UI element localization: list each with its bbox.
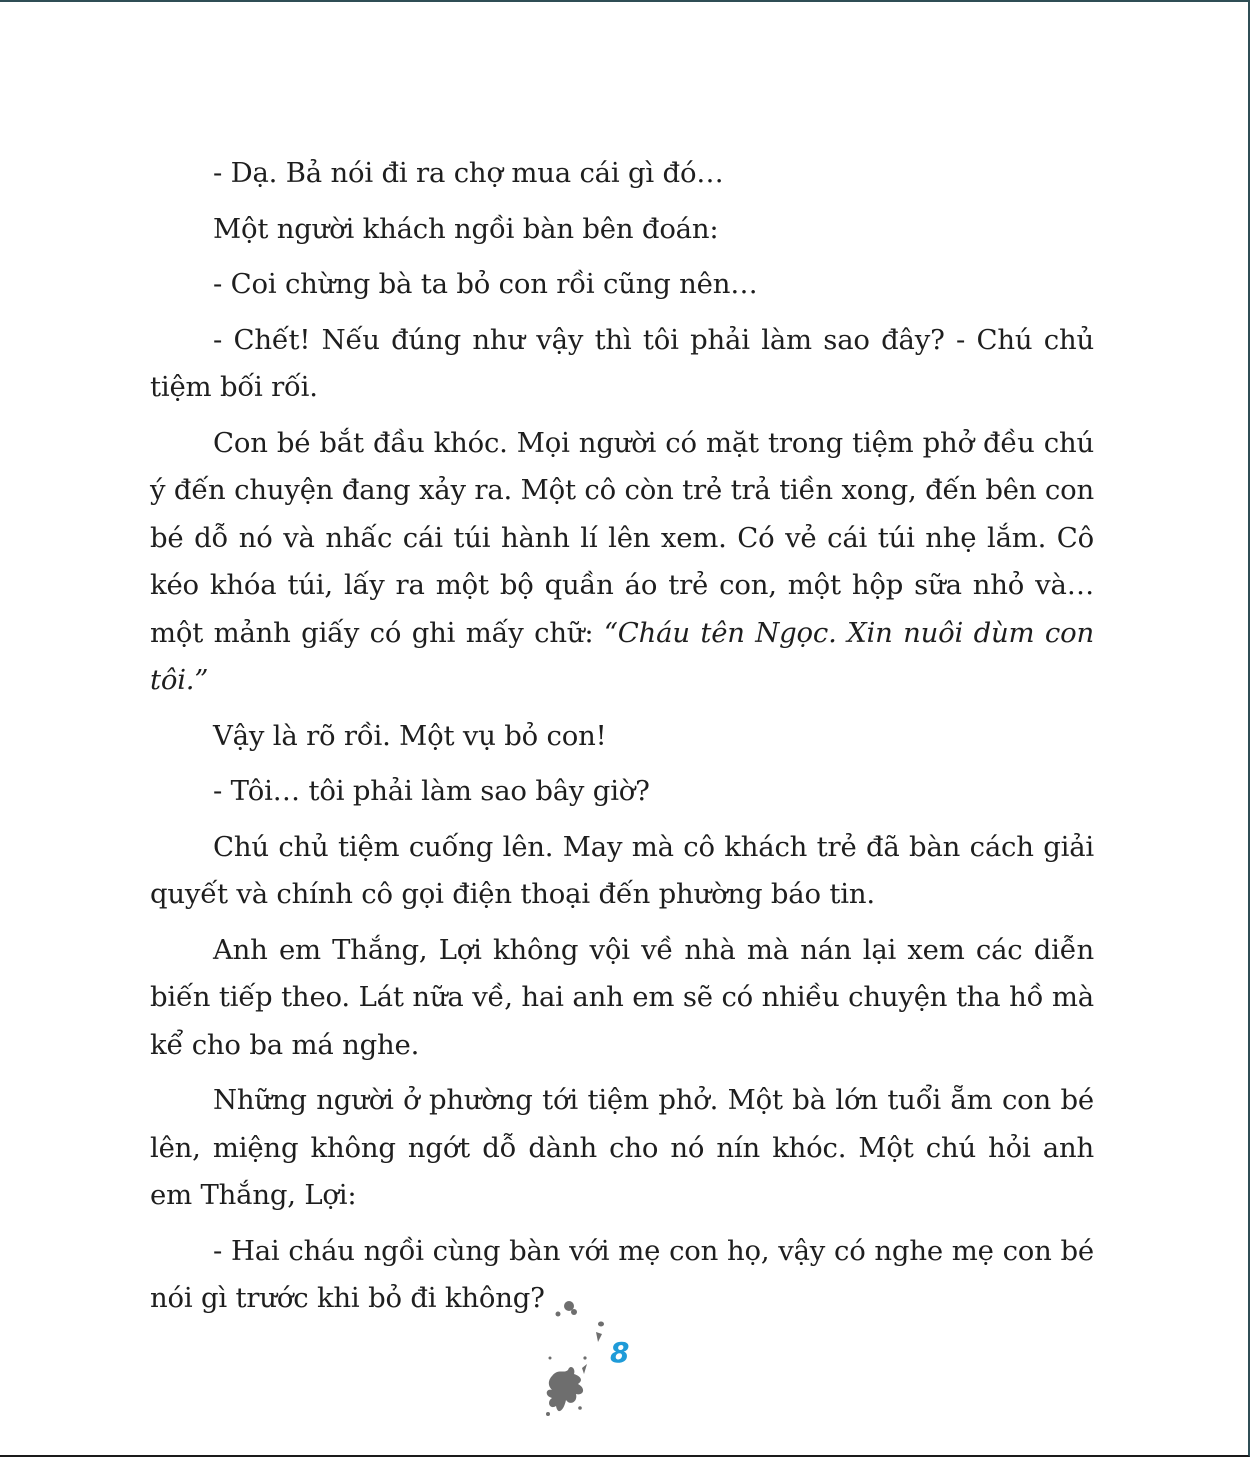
paragraph: Những người ở phường tới tiệm phở. Một bà lớn tuổi ẵm con bé lên, miệng không ngớt dỗ dành cho nó nín khóc. Một chú hỏi anh em Thắng, Lợi: bbox=[150, 1084, 1094, 1211]
paragraph: - Tôi… tôi phải làm sao bây giờ? bbox=[213, 775, 650, 807]
paragraph-text: Con bé bắt đầu khóc. Mọi người có mặt trong tiệm phở đều chú ý đến chuyện đang xảy ra. Một cô còn trẻ trả tiền xong, đến bên con bé dỗ nó và nhấc cái túi hành lí lên xem. Có vẻ cái túi nhẹ lắm. Cô kéo khóa túi, lấy ra một bộ quần áo trẻ con, một hộp sữa nhỏ và… một mảnh giấy có ghi mấy chữ: bbox=[150, 426, 1094, 649]
page-number: 8 bbox=[610, 1336, 630, 1369]
paragraph: Một người khách ngồi bàn bên đoán: bbox=[213, 212, 719, 245]
note-quote: “Cháu tên Ngọc. Xin nuôi dùm con tôi.” bbox=[150, 616, 1094, 696]
paragraph: Anh em Thắng, Lợi không vội về nhà mà nán lại xem các diễn biến tiếp theo. Lát nữa về, hai anh em sẽ có nhiều chuyện tha hồ mà kể cho ba má nghe. bbox=[150, 933, 1094, 1061]
paragraph: - Chết! Nếu đúng như vậy thì tôi phải làm sao đây? - Chú chủ tiệm bối rối. bbox=[150, 323, 1094, 403]
paragraph: Chú chủ tiệm cuống lên. May mà cô khách trẻ đã bàn cách giải quyết và chính cô gọi điện thoại đến phường báo tin. bbox=[150, 830, 1094, 910]
page-footer bbox=[540, 1298, 640, 1423]
paragraph bbox=[150, 420, 1094, 705]
paragraph: Vậy là rõ rồi. Một vụ bỏ con! bbox=[213, 719, 607, 752]
paragraph: - Coi chừng bà ta bỏ con rồi cũng nên… bbox=[213, 268, 758, 300]
paragraph: - Hai cháu ngồi cùng bàn với mẹ con họ, vậy có nghe mẹ con bé nói gì trước khi bỏ đi không? bbox=[150, 1234, 1094, 1314]
paragraph: - Dạ. Bả nói đi ra chợ mua cái gì đó… bbox=[213, 157, 724, 189]
story-text bbox=[150, 150, 1094, 1331]
